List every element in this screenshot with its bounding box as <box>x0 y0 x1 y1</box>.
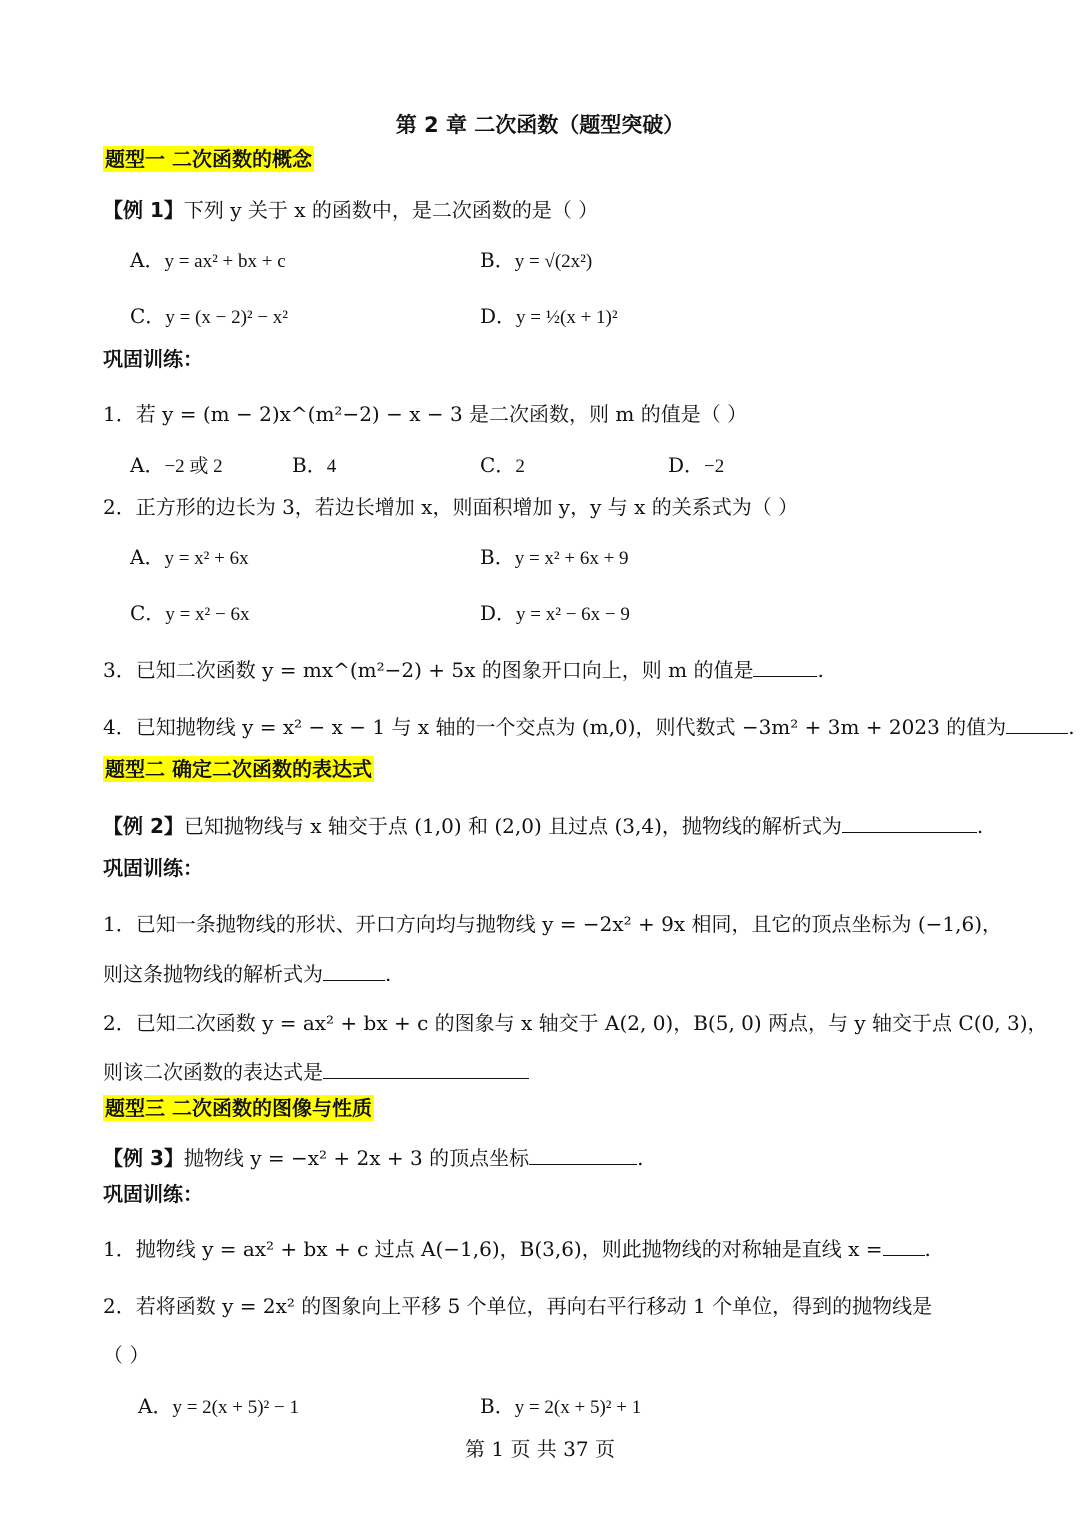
s1-question-1: 1．若 y = (m − 2)x^(m²−2) − x − 3 是二次函数，则 m 的值是（ ） <box>103 402 748 426</box>
s3-question-2-line2: （ ） <box>103 1343 150 1367</box>
practice-label-2: 巩固训练： <box>103 856 203 880</box>
s2-question-2-line1: 2．已知二次函数 y = ax² + bx + c 的图象与 x 轴交于 A(2, 0)，B(5, 0) 两点，与 y 轴交于点 C(0, 3)， <box>103 1011 1048 1035</box>
example2-question: 【例 2】已知抛物线与 x 轴交于点 (1,0) 和 (2,0) 且过点 (3,4)，抛物线的解析式为 . <box>103 814 984 838</box>
s3-question-2-line1: 2．若将函数 y = 2x² 的图象向上平移 5 个单位，再向右平行移动 1 个单位，得到的抛物线是 <box>103 1294 933 1318</box>
s2-question-1-line2: 则这条抛物线的解析式为 . <box>103 962 392 986</box>
answer-blank[interactable] <box>323 962 385 981</box>
example3-label: 【例 3】 <box>103 1146 184 1170</box>
s1-question-4: 4．已知抛物线 y = x² − x − 1 与 x 轴的一个交点为 (m,0)，则代数式 −3m² + 3m + 2023 的值为 . <box>103 715 1075 739</box>
s3-question-1: 1．抛物线 y = ax² + bx + c 过点 A(−1,6)，B(3,6)，则此抛物线的对称轴是直线 x = . <box>103 1237 931 1261</box>
answer-blank[interactable] <box>1006 715 1068 734</box>
section3-heading-wrap <box>103 1095 374 1121</box>
s3-q2-option-a: A．y = 2(x + 5)² − 1 <box>138 1394 299 1418</box>
s1-q1-option-c: C．2 <box>480 453 525 477</box>
s1-q1-option-d: D．−2 <box>668 453 725 477</box>
example1-question <box>103 197 598 223</box>
example1-option-b: B．y = √(2x²) <box>480 248 593 272</box>
s3-q2-option-b: B．y = 2(x + 5)² + 1 <box>480 1394 642 1418</box>
example1-label: 【例 1】 <box>103 198 184 222</box>
answer-blank[interactable] <box>883 1237 925 1256</box>
s2-question-2-line2: 则该二次函数的表达式是 <box>103 1059 529 1085</box>
example1-option-c: C．y = (x − 2)² − x² <box>130 304 289 328</box>
s1-q1-option-a: A．−2 或 2 <box>130 453 223 477</box>
answer-blank[interactable] <box>842 814 977 833</box>
s1-q2-option-c: C．y = x² − 6x <box>130 601 250 625</box>
section1-heading-wrap <box>103 146 314 172</box>
s1-question-3: 3．已知二次函数 y = mx^(m²−2) + 5x 的图象开口向上，则 m 的值是 . <box>103 658 824 682</box>
section3-heading: 题型三 二次函数的图像与性质 <box>105 1096 372 1120</box>
practice-label-1: 巩固训练： <box>103 347 203 371</box>
s1-q1-option-b: B．4 <box>292 453 337 477</box>
s1-question-2: 2．正方形的边长为 3，若边长增加 x，则面积增加 y，y 与 x 的关系式为（ ） <box>103 495 799 519</box>
s1-q2-option-b: B．y = x² + 6x + 9 <box>480 545 629 569</box>
answer-blank[interactable] <box>529 1146 637 1165</box>
page-title: 第 2 章 二次函数（题型突破） <box>395 113 685 137</box>
example2-label: 【例 2】 <box>103 814 184 838</box>
practice-label-3: 巩固训练： <box>103 1182 203 1206</box>
s1-q2-option-d: D．y = x² − 6x − 9 <box>480 601 630 625</box>
section2-heading: 题型二 确定二次函数的表达式 <box>105 757 372 781</box>
answer-blank[interactable] <box>753 658 817 677</box>
answer-blank[interactable] <box>323 1060 529 1079</box>
example1-text: 下列 y 关于 x 的函数中，是二次函数的是（ ） <box>183 198 599 222</box>
page-footer: 第 1 页 共 37 页 <box>465 1437 615 1461</box>
section2-heading-wrap <box>103 756 374 782</box>
s1-q2-option-a: A．y = x² + 6x <box>130 545 249 569</box>
section1-heading: 题型一 二次函数的概念 <box>105 147 312 171</box>
s2-question-1-line1: 1．已知一条抛物线的形状、开口方向均与抛物线 y = −2x² + 9x 相同，且它的顶点坐标为 (−1,6)， <box>103 912 1002 936</box>
example1-option-d: D．y = ½(x + 1)² <box>480 304 618 328</box>
example1-option-a: A．y = ax² + bx + c <box>130 248 286 272</box>
example3-question: 【例 3】抛物线 y = −x² + 2x + 3 的顶点坐标 . <box>103 1146 644 1170</box>
